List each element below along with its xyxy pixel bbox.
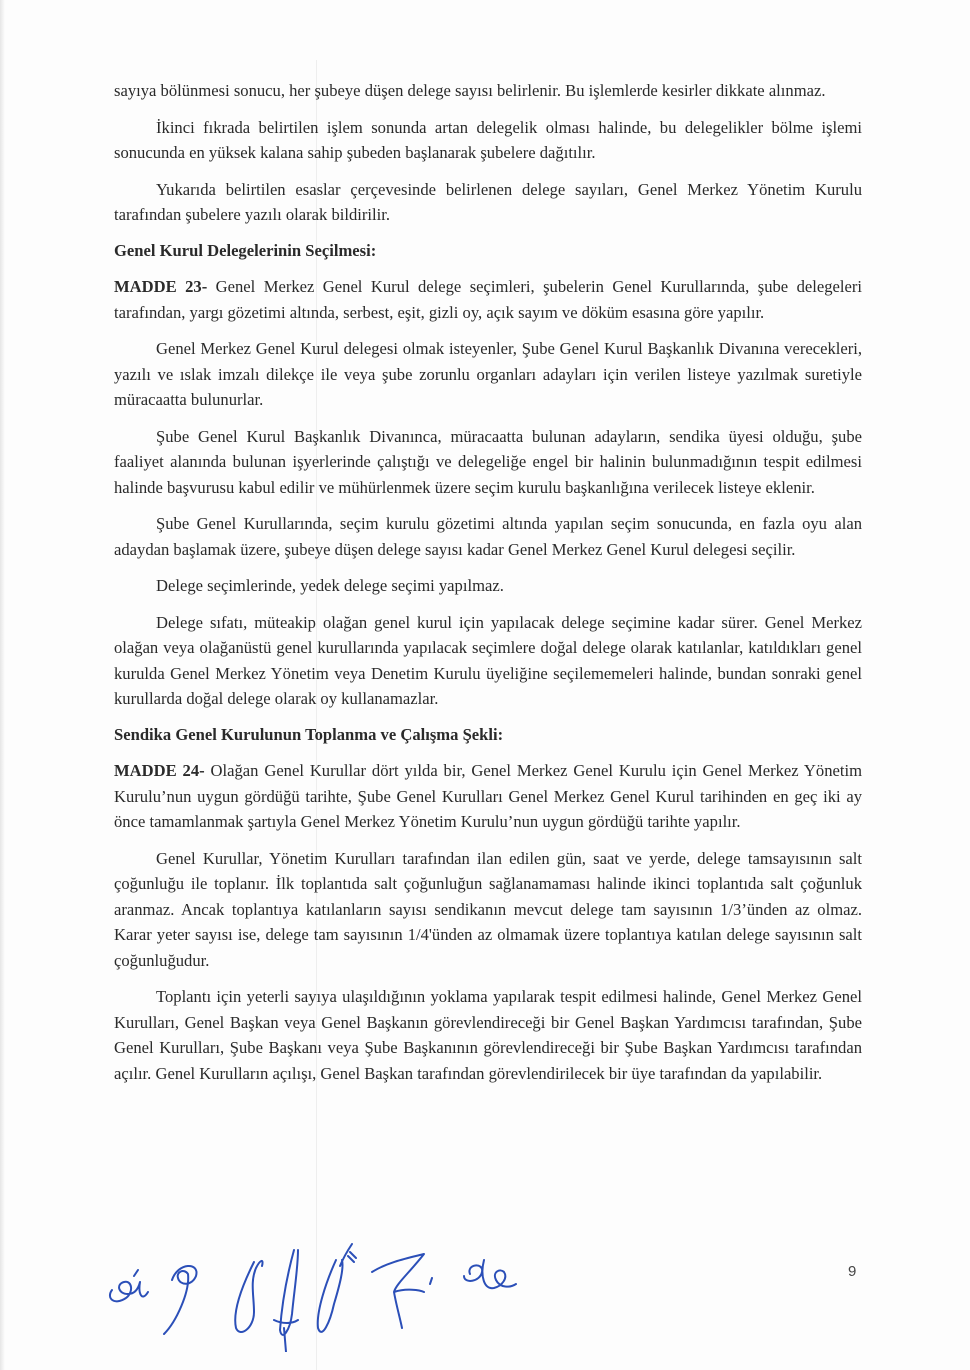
paragraph: Yukarıda belirtilen esaslar çerçevesinde belirlenen delege sayıları, Genel Merkez Yönetim Kurulu tarafından şubelere yazılı olarak bildirilir. (114, 179, 862, 224)
signature-7 (464, 1260, 516, 1288)
paragraph: Genel Merkez Genel Kurul delegesi olmak isteyenler, Şube Genel Kurul Başkanlık Divanına verecekleri, yazılı ve ıslak imzalı dilekçe ile veya şube zorunlu organları adayları için verilen listeye yazılmak suretiyle müracaatta bulunurlar. (114, 339, 862, 409)
signature-5 (318, 1244, 356, 1332)
signature-1 (110, 1270, 148, 1301)
article-text: Olağan Genel Kurullar dört yılda bir, Genel Merkez Genel Kurulu için Genel Merkez Yönetim Kurulu’nun uygun gördüğü tarihte, Şube Genel Kurulları Genel Merkez Genel Kurul tarihinden en geç iki ay önce tamamlanmak şartıyla Genel Merkez Yönetim Kurulu’nun uygun gördüğü tarihte yapılır. (114, 761, 862, 831)
paragraph: Delege seçimlerinde, yedek delege seçimi yapılmaz. (156, 576, 504, 595)
document-body (114, 78, 862, 1086)
article-label: MADDE 24- (114, 761, 205, 780)
paragraph: Genel Kurullar, Yönetim Kurulları tarafından ilan edilen gün, saat ve yerde, delege tamsayısının salt çoğunluğu ile toplanır. İlk toplantıda salt çoğunluğun sağlanamaması halinde ikinci toplantıda salt çoğunluk aranmaz. Ancak toplantıya katılanların sayısı sendikanın mevcut delege tam sayısının 1/3’ünden az olmaz. Karar yeter sayısı ise, delege tam sayısının 1/4'ünden az olmamak üzere toplantıya katılan delege sayısının salt çoğunluğudur. (114, 848, 862, 970)
article-label: MADDE 23- (114, 277, 208, 296)
signature-4 (274, 1250, 298, 1352)
paragraph: Şube Genel Kurul Başkanlık Divanınca, müracaatta bulunan adayların, sendika üyesi olduğu, şube faaliyet alanında bulunan işyerlerinde çalıştığı ve delegeliğe engel bir halinin bulunmadığının tespit edilmesi halinde başvurusu kabul edilir ve mühürlenmek üzere seçim kurulu başkanlığına verilecek listeye eklenir. (114, 426, 862, 497)
paragraph: İkinci fıkrada belirtilen işlem sonunda artan delegelik olması halinde, bu delegelikler bölme işlemi sonucunda en yüksek kalana sahip şubeden başlanarak şubelere dağıtılır. (114, 117, 862, 162)
section-heading-24: Sendika Genel Kurulunun Toplanma ve Çalışma Şekli: (114, 724, 504, 744)
page-number: 9 (848, 1263, 857, 1280)
signature-2 (164, 1266, 196, 1334)
article-24 (114, 758, 862, 835)
section-heading-23: Genel Kurul Delegelerinin Seçilmesi: (114, 240, 377, 260)
signature-6 (372, 1254, 432, 1328)
paragraph: Şube Genel Kurullarında, seçim kurulu gözetimi altında yapılan seçim sonucunda, en fazla oyu alan adaydan başlamak üzere, şubeye düşen delege sayısı kadar Genel Merkez Genel Kurul delegesi seçilir. (114, 514, 862, 559)
paragraph-continuation: sayıya bölünmesi sonucu, her şubeye düşen delege sayısı belirlenir. Bu işlemlerde kesirler dikkate alınmaz. (114, 81, 826, 100)
article-text: Genel Merkez Genel Kurul delege seçimleri, şubelerin Genel Kurullarında, şube delegeleri tarafından, yargı gözetimi altında, serbest, eşit, gizli oy, açık sayım ve döküm esasına göre yapılır. (114, 277, 863, 322)
paragraph: Delege sıfatı, müteakip olağan genel kurul için yapılacak delege seçimine kadar sürer. Genel Merkez olağan veya olağanüstü genel kurullarında yapılacak seçimlere doğal delege olarak katılanlar, katıldıkları genel kurulda Genel Merkez Yönetim veya Denetim Kurulu üyeliğine seçilememeleri halinde, bundan sonraki genel kurullarda doğal delege olarak oy kullanamazlar. (114, 612, 862, 708)
signatures (104, 1232, 664, 1352)
paragraph: Toplantı için yeterli sayıya ulaşıldığının yoklama yapılarak tespit edilmesi halinde, Genel Merkez Genel Kurulları, Genel Başkan veya Genel Başkanın görevlendireceği bir Genel Başkan Yardımcısı tarafından, Şube Genel Kurulları, Şube Başkanı veya Şube Başkanının görevlendireceği bir Şube Başkan Yardımcısı tarafından açılır. Genel Kurulların açılışı, Genel Başkan tarafından görevlendirilecek bir üye tarafından da yapılabilir. (114, 987, 862, 1083)
scan-edge (0, 0, 5, 1370)
article-23 (114, 274, 862, 325)
signature-3 (235, 1261, 262, 1332)
